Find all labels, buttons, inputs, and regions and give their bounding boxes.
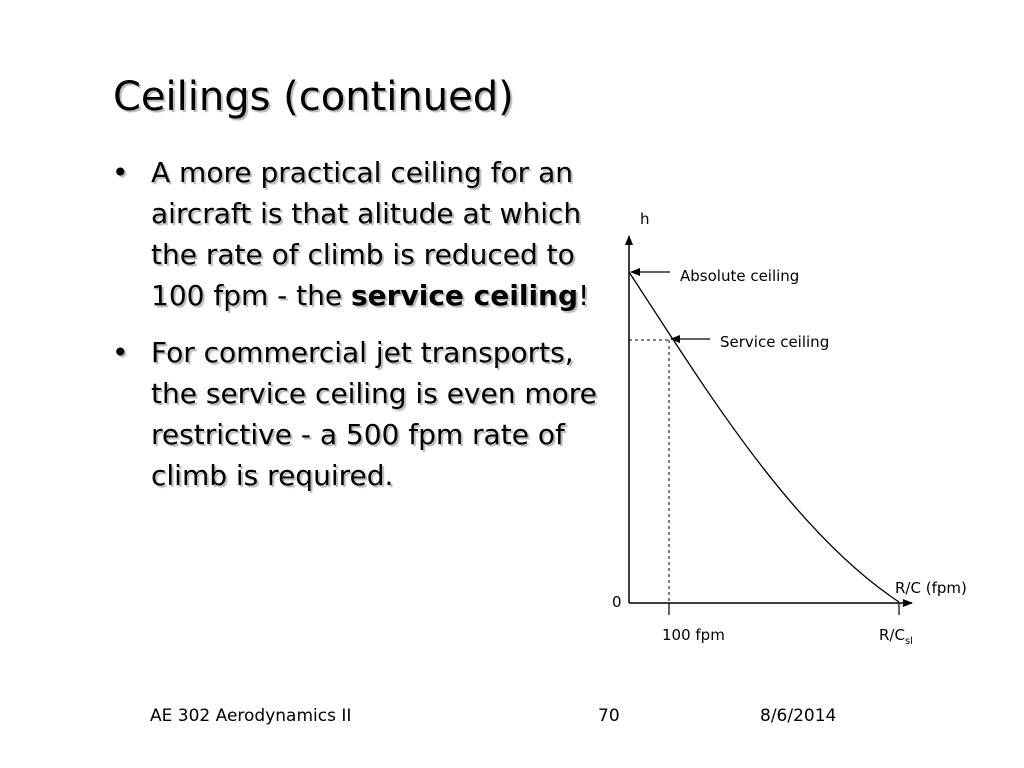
x-axis-label: R/C (fpm) bbox=[895, 579, 967, 597]
y-axis-label: h bbox=[640, 210, 650, 228]
footer-date: 8/6/2014 bbox=[760, 706, 837, 726]
tick-rc-sl-label bbox=[879, 626, 913, 647]
tick-rc-main: R/C bbox=[879, 626, 905, 644]
bullet-1-text: A more practical ceiling for an aircraft is that alitude at which the rate of climb is reduced to 100 fpm - the bbox=[151, 156, 582, 312]
bullet-1-tail: ! bbox=[578, 279, 590, 312]
footer-course: AE 302 Aerodynamics II bbox=[150, 706, 352, 726]
bullet-marker: • bbox=[112, 336, 129, 369]
tick-rc-subscript: sl bbox=[904, 636, 913, 647]
bullet-2-text: For commercial jet transports, the service ceiling is even more restrictive - a 500 fpm rate of climb is required. bbox=[151, 336, 597, 492]
slide-title: Ceilings (continued) bbox=[113, 74, 514, 120]
bullet-marker: • bbox=[112, 156, 129, 189]
tick-100-fpm-label: 100 fpm bbox=[662, 626, 725, 644]
origin-label: 0 bbox=[612, 593, 622, 611]
service-ceiling-label: Service ceiling bbox=[720, 333, 830, 351]
absolute-ceiling-label: Absolute ceiling bbox=[680, 267, 800, 285]
footer-page-number: 70 bbox=[598, 706, 620, 726]
bullet-1-bold: service ceiling bbox=[351, 279, 579, 312]
